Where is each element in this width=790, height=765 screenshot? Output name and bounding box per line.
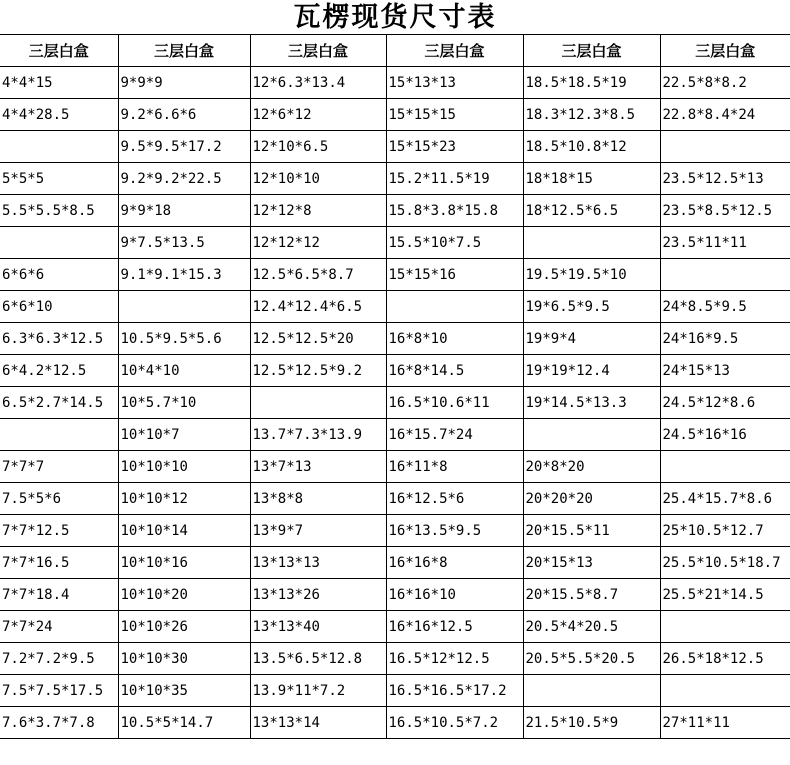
table-row — [0, 131, 790, 163]
size-cell — [0, 227, 118, 259]
size-cell: 10*10*12 — [118, 483, 250, 515]
size-cell: 13*9*7 — [250, 515, 386, 547]
size-cell: 15.8*3.8*15.8 — [386, 195, 523, 227]
size-cell: 7.5*5*6 — [0, 483, 118, 515]
size-cell: 13*13*14 — [250, 707, 386, 739]
size-cell: 21.5*10.5*9 — [523, 707, 660, 739]
size-cell: 16*12.5*6 — [386, 483, 523, 515]
size-cell: 12*10*6.5 — [250, 131, 386, 163]
column-header: 三层白盒 — [660, 35, 790, 67]
size-cell: 24*8.5*9.5 — [660, 291, 790, 323]
size-cell: 7*7*7 — [0, 451, 118, 483]
size-cell: 7.6*3.7*7.8 — [0, 707, 118, 739]
size-cell: 16*16*10 — [386, 579, 523, 611]
size-cell: 16*15.7*24 — [386, 419, 523, 451]
size-cell: 10*10*14 — [118, 515, 250, 547]
size-cell: 9.2*6.6*6 — [118, 99, 250, 131]
size-cell: 12.4*12.4*6.5 — [250, 291, 386, 323]
size-cell: 7.5*7.5*17.5 — [0, 675, 118, 707]
table-row — [0, 515, 790, 547]
size-cell: 16.5*10.5*7.2 — [386, 707, 523, 739]
size-cell: 10*10*20 — [118, 579, 250, 611]
size-cell: 20.5*5.5*20.5 — [523, 643, 660, 675]
table-row — [0, 451, 790, 483]
table-body — [0, 67, 790, 739]
table-row — [0, 387, 790, 419]
size-cell — [660, 675, 790, 707]
size-cell: 19.5*19.5*10 — [523, 259, 660, 291]
size-cell — [386, 291, 523, 323]
size-cell: 24*16*9.5 — [660, 323, 790, 355]
size-cell: 7*7*12.5 — [0, 515, 118, 547]
table-row — [0, 67, 790, 99]
table-row — [0, 99, 790, 131]
size-cell: 15.2*11.5*19 — [386, 163, 523, 195]
size-cell: 9*7.5*13.5 — [118, 227, 250, 259]
size-cell — [118, 291, 250, 323]
size-cell: 6*4.2*12.5 — [0, 355, 118, 387]
size-cell — [523, 227, 660, 259]
size-cell: 18*18*15 — [523, 163, 660, 195]
size-cell: 16*11*8 — [386, 451, 523, 483]
size-cell: 7*7*16.5 — [0, 547, 118, 579]
size-cell: 16.5*10.6*11 — [386, 387, 523, 419]
table-row — [0, 547, 790, 579]
size-cell: 13.5*6.5*12.8 — [250, 643, 386, 675]
size-cell — [523, 675, 660, 707]
size-cell: 27*11*11 — [660, 707, 790, 739]
size-cell: 24.5*16*16 — [660, 419, 790, 451]
size-cell: 10.5*9.5*5.6 — [118, 323, 250, 355]
size-cell: 10.5*5*14.7 — [118, 707, 250, 739]
size-cell: 9*9*9 — [118, 67, 250, 99]
size-cell: 12*10*10 — [250, 163, 386, 195]
size-cell: 10*10*30 — [118, 643, 250, 675]
size-cell: 20*15*13 — [523, 547, 660, 579]
column-header: 三层白盒 — [0, 35, 118, 67]
size-cell: 12*12*12 — [250, 227, 386, 259]
size-cell — [0, 131, 118, 163]
size-cell: 12*12*8 — [250, 195, 386, 227]
size-cell: 4*4*28.5 — [0, 99, 118, 131]
size-cell: 22.8*8.4*24 — [660, 99, 790, 131]
size-cell: 13*7*13 — [250, 451, 386, 483]
size-cell: 23.5*12.5*13 — [660, 163, 790, 195]
size-cell: 25.5*10.5*18.7 — [660, 547, 790, 579]
size-cell: 6*6*6 — [0, 259, 118, 291]
table-row — [0, 675, 790, 707]
header-row — [0, 35, 790, 67]
size-cell: 10*4*10 — [118, 355, 250, 387]
size-cell: 16.5*12*12.5 — [386, 643, 523, 675]
size-cell — [250, 387, 386, 419]
size-cell: 23.5*8.5*12.5 — [660, 195, 790, 227]
table-row — [0, 227, 790, 259]
size-cell: 15.5*10*7.5 — [386, 227, 523, 259]
size-cell — [660, 611, 790, 643]
column-header: 三层白盒 — [523, 35, 660, 67]
size-cell: 13*13*40 — [250, 611, 386, 643]
size-cell: 15*15*23 — [386, 131, 523, 163]
size-cell: 20*8*20 — [523, 451, 660, 483]
size-cell: 13*8*8 — [250, 483, 386, 515]
size-cell: 10*10*26 — [118, 611, 250, 643]
size-cell: 24.5*12*8.6 — [660, 387, 790, 419]
size-cell: 10*10*16 — [118, 547, 250, 579]
column-header: 三层白盒 — [386, 35, 523, 67]
size-cell: 25.4*15.7*8.6 — [660, 483, 790, 515]
size-cell — [0, 419, 118, 451]
size-cell: 16*16*12.5 — [386, 611, 523, 643]
size-cell: 9*9*18 — [118, 195, 250, 227]
size-cell: 7.2*7.2*9.5 — [0, 643, 118, 675]
size-cell: 20.5*4*20.5 — [523, 611, 660, 643]
table-row — [0, 579, 790, 611]
table-row — [0, 323, 790, 355]
table-row — [0, 259, 790, 291]
size-cell: 18.5*18.5*19 — [523, 67, 660, 99]
size-cell: 19*19*12.4 — [523, 355, 660, 387]
size-cell — [660, 259, 790, 291]
size-cell: 13.9*11*7.2 — [250, 675, 386, 707]
table-row — [0, 707, 790, 739]
size-cell: 25.5*21*14.5 — [660, 579, 790, 611]
size-cell: 16*8*10 — [386, 323, 523, 355]
table-row — [0, 291, 790, 323]
size-cell: 23.5*11*11 — [660, 227, 790, 259]
size-cell: 12*6.3*13.4 — [250, 67, 386, 99]
size-cell: 16*16*8 — [386, 547, 523, 579]
size-cell: 9.2*9.2*22.5 — [118, 163, 250, 195]
size-cell: 6.5*2.7*14.5 — [0, 387, 118, 419]
size-cell: 16*8*14.5 — [386, 355, 523, 387]
size-cell: 15*13*13 — [386, 67, 523, 99]
size-cell: 18.3*12.3*8.5 — [523, 99, 660, 131]
table-row — [0, 195, 790, 227]
size-cell: 22.5*8*8.2 — [660, 67, 790, 99]
size-table — [0, 34, 790, 739]
size-cell: 18*12.5*6.5 — [523, 195, 660, 227]
table-row — [0, 611, 790, 643]
size-cell: 19*6.5*9.5 — [523, 291, 660, 323]
table-row — [0, 163, 790, 195]
size-cell: 5*5*5 — [0, 163, 118, 195]
size-cell: 9.5*9.5*17.2 — [118, 131, 250, 163]
table-row — [0, 419, 790, 451]
column-header: 三层白盒 — [118, 35, 250, 67]
size-cell: 24*15*13 — [660, 355, 790, 387]
size-cell: 10*10*7 — [118, 419, 250, 451]
table-row — [0, 355, 790, 387]
size-cell: 6*6*10 — [0, 291, 118, 323]
size-cell: 26.5*18*12.5 — [660, 643, 790, 675]
size-cell: 10*10*10 — [118, 451, 250, 483]
size-cell: 7*7*24 — [0, 611, 118, 643]
size-cell: 20*15.5*11 — [523, 515, 660, 547]
size-cell: 15*15*16 — [386, 259, 523, 291]
page-title: 瓦楞现货尺寸表 — [293, 2, 497, 33]
size-cell: 13.7*7.3*13.9 — [250, 419, 386, 451]
size-cell: 19*9*4 — [523, 323, 660, 355]
size-cell — [660, 131, 790, 163]
size-cell: 12.5*6.5*8.7 — [250, 259, 386, 291]
size-cell: 13*13*13 — [250, 547, 386, 579]
table-row — [0, 483, 790, 515]
size-cell: 15*15*15 — [386, 99, 523, 131]
size-cell: 13*13*26 — [250, 579, 386, 611]
size-cell: 6.3*6.3*12.5 — [0, 323, 118, 355]
size-cell: 16.5*16.5*17.2 — [386, 675, 523, 707]
size-cell: 4*4*15 — [0, 67, 118, 99]
size-cell — [523, 419, 660, 451]
size-cell: 12.5*12.5*9.2 — [250, 355, 386, 387]
table-row — [0, 643, 790, 675]
size-cell: 20*15.5*8.7 — [523, 579, 660, 611]
size-cell — [660, 451, 790, 483]
size-cell: 5.5*5.5*8.5 — [0, 195, 118, 227]
size-cell: 12.5*12.5*20 — [250, 323, 386, 355]
size-cell: 16*13.5*9.5 — [386, 515, 523, 547]
size-cell: 7*7*18.4 — [0, 579, 118, 611]
size-cell: 18.5*10.8*12 — [523, 131, 660, 163]
size-cell: 25*10.5*12.7 — [660, 515, 790, 547]
size-cell: 10*10*35 — [118, 675, 250, 707]
size-cell: 19*14.5*13.3 — [523, 387, 660, 419]
size-cell: 9.1*9.1*15.3 — [118, 259, 250, 291]
size-cell: 12*6*12 — [250, 99, 386, 131]
column-header: 三层白盒 — [250, 35, 386, 67]
size-cell: 20*20*20 — [523, 483, 660, 515]
size-cell: 10*5.7*10 — [118, 387, 250, 419]
